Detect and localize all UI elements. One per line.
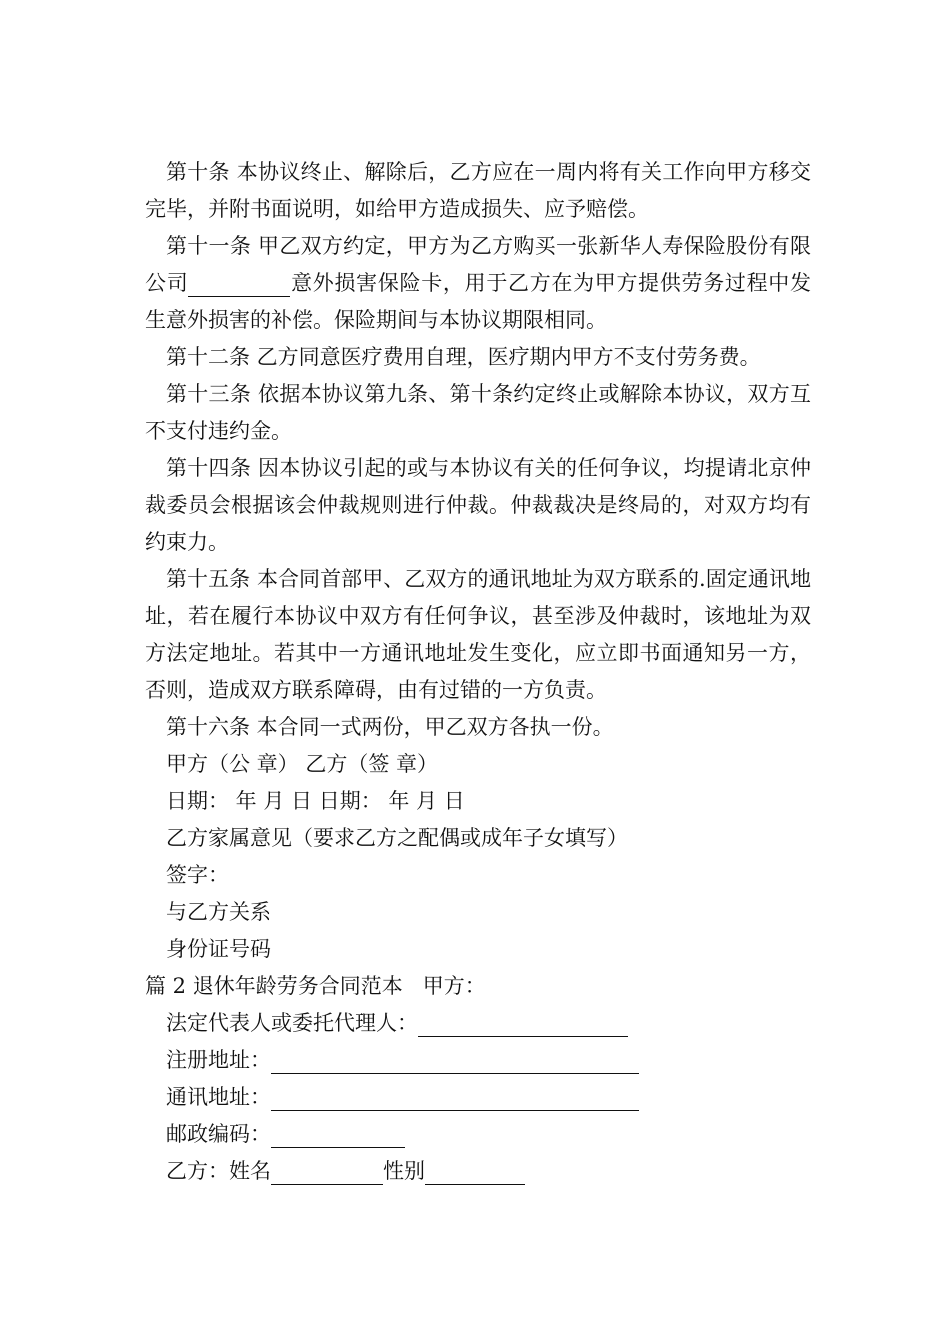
party-b-row	[145, 1153, 811, 1190]
reg-address-label: 注册地址：	[166, 1048, 271, 1072]
postcode-row	[145, 1116, 811, 1153]
article-14: 第十四条 因本协议引起的或与本协议有关的任何争议，均提请北京仲裁委员会根据该会仲裁规则进行仲裁。仲裁裁决是终局的，对双方均有约束力。	[145, 456, 811, 554]
party-b-name-label: 乙方：姓名	[166, 1159, 271, 1183]
legal-rep-label: 法定代表人或委托代理人：	[166, 1011, 418, 1035]
postcode-label: 邮政编码：	[166, 1122, 271, 1146]
article-11	[145, 228, 811, 339]
id-number-label: 身份证号码	[166, 937, 271, 961]
gender-label: 性别	[383, 1159, 425, 1183]
article-13: 第十三条 依据本协议第九条、第十条约定终止或解除本协议，双方互不支付违约金。	[145, 382, 811, 443]
legal-rep-blank	[418, 1009, 628, 1037]
insurance-blank	[188, 269, 290, 297]
article-11-text-after: 意外损害保险卡，用于乙方在为甲方提供劳务过程中发生意外损害的补偿。保险期间与本协议期限相同。	[145, 271, 812, 332]
mail-address-label: 通讯地址：	[166, 1085, 271, 1109]
article-10: 第十条 本协议终止、解除后，乙方应在一周内将有关工作向甲方移交完毕，并附书面说明，如给甲方造成损失、应予赔偿。	[145, 160, 811, 221]
article-11-text-before: 第十一条 甲乙双方约定，甲方为乙方购买一张新华人寿保险股份有限公司	[145, 234, 811, 295]
mail-address-row	[145, 1079, 811, 1116]
mail-address-blank	[271, 1083, 639, 1111]
relation-label: 与乙方关系	[166, 900, 271, 924]
reg-address-row	[145, 1042, 811, 1079]
section-2-title: 篇 2 退休年龄劳务合同范本	[145, 974, 403, 998]
name-blank	[271, 1157, 383, 1185]
date-line: 日期： 年 月 日 日期： 年 月 日	[166, 789, 465, 813]
section-2-heading	[145, 968, 811, 1005]
document-page	[145, 154, 811, 1190]
family-opinion: 乙方家属意见（要求乙方之配偶或成年子女填写）	[166, 826, 628, 850]
article-12: 第十二条 乙方同意医疗费用自理，医疗期内甲方不支付劳务费。	[166, 345, 761, 369]
postcode-blank	[271, 1120, 405, 1148]
legal-rep-row	[145, 1005, 811, 1042]
party-a-label: 甲方：	[422, 974, 486, 998]
article-15: 第十五条 本合同首部甲、乙双方的通讯地址为双方联系的.固定通讯地址，若在履行本协议中双方有任何争议，甚至涉及仲裁时，该地址为双方法定地址。若其中一方通讯地址发生变化，应立即书面通知另一方，否则，造成双方联系障碍，由有过错的一方负责。	[145, 567, 811, 702]
reg-address-blank	[271, 1046, 639, 1074]
seal-line: 甲方（公 章） 乙方（签 章）	[166, 752, 439, 776]
article-16: 第十六条 本合同一式两份，甲乙双方各执一份。	[166, 715, 614, 739]
gender-blank	[425, 1157, 525, 1185]
sign-label: 签字：	[166, 863, 229, 887]
